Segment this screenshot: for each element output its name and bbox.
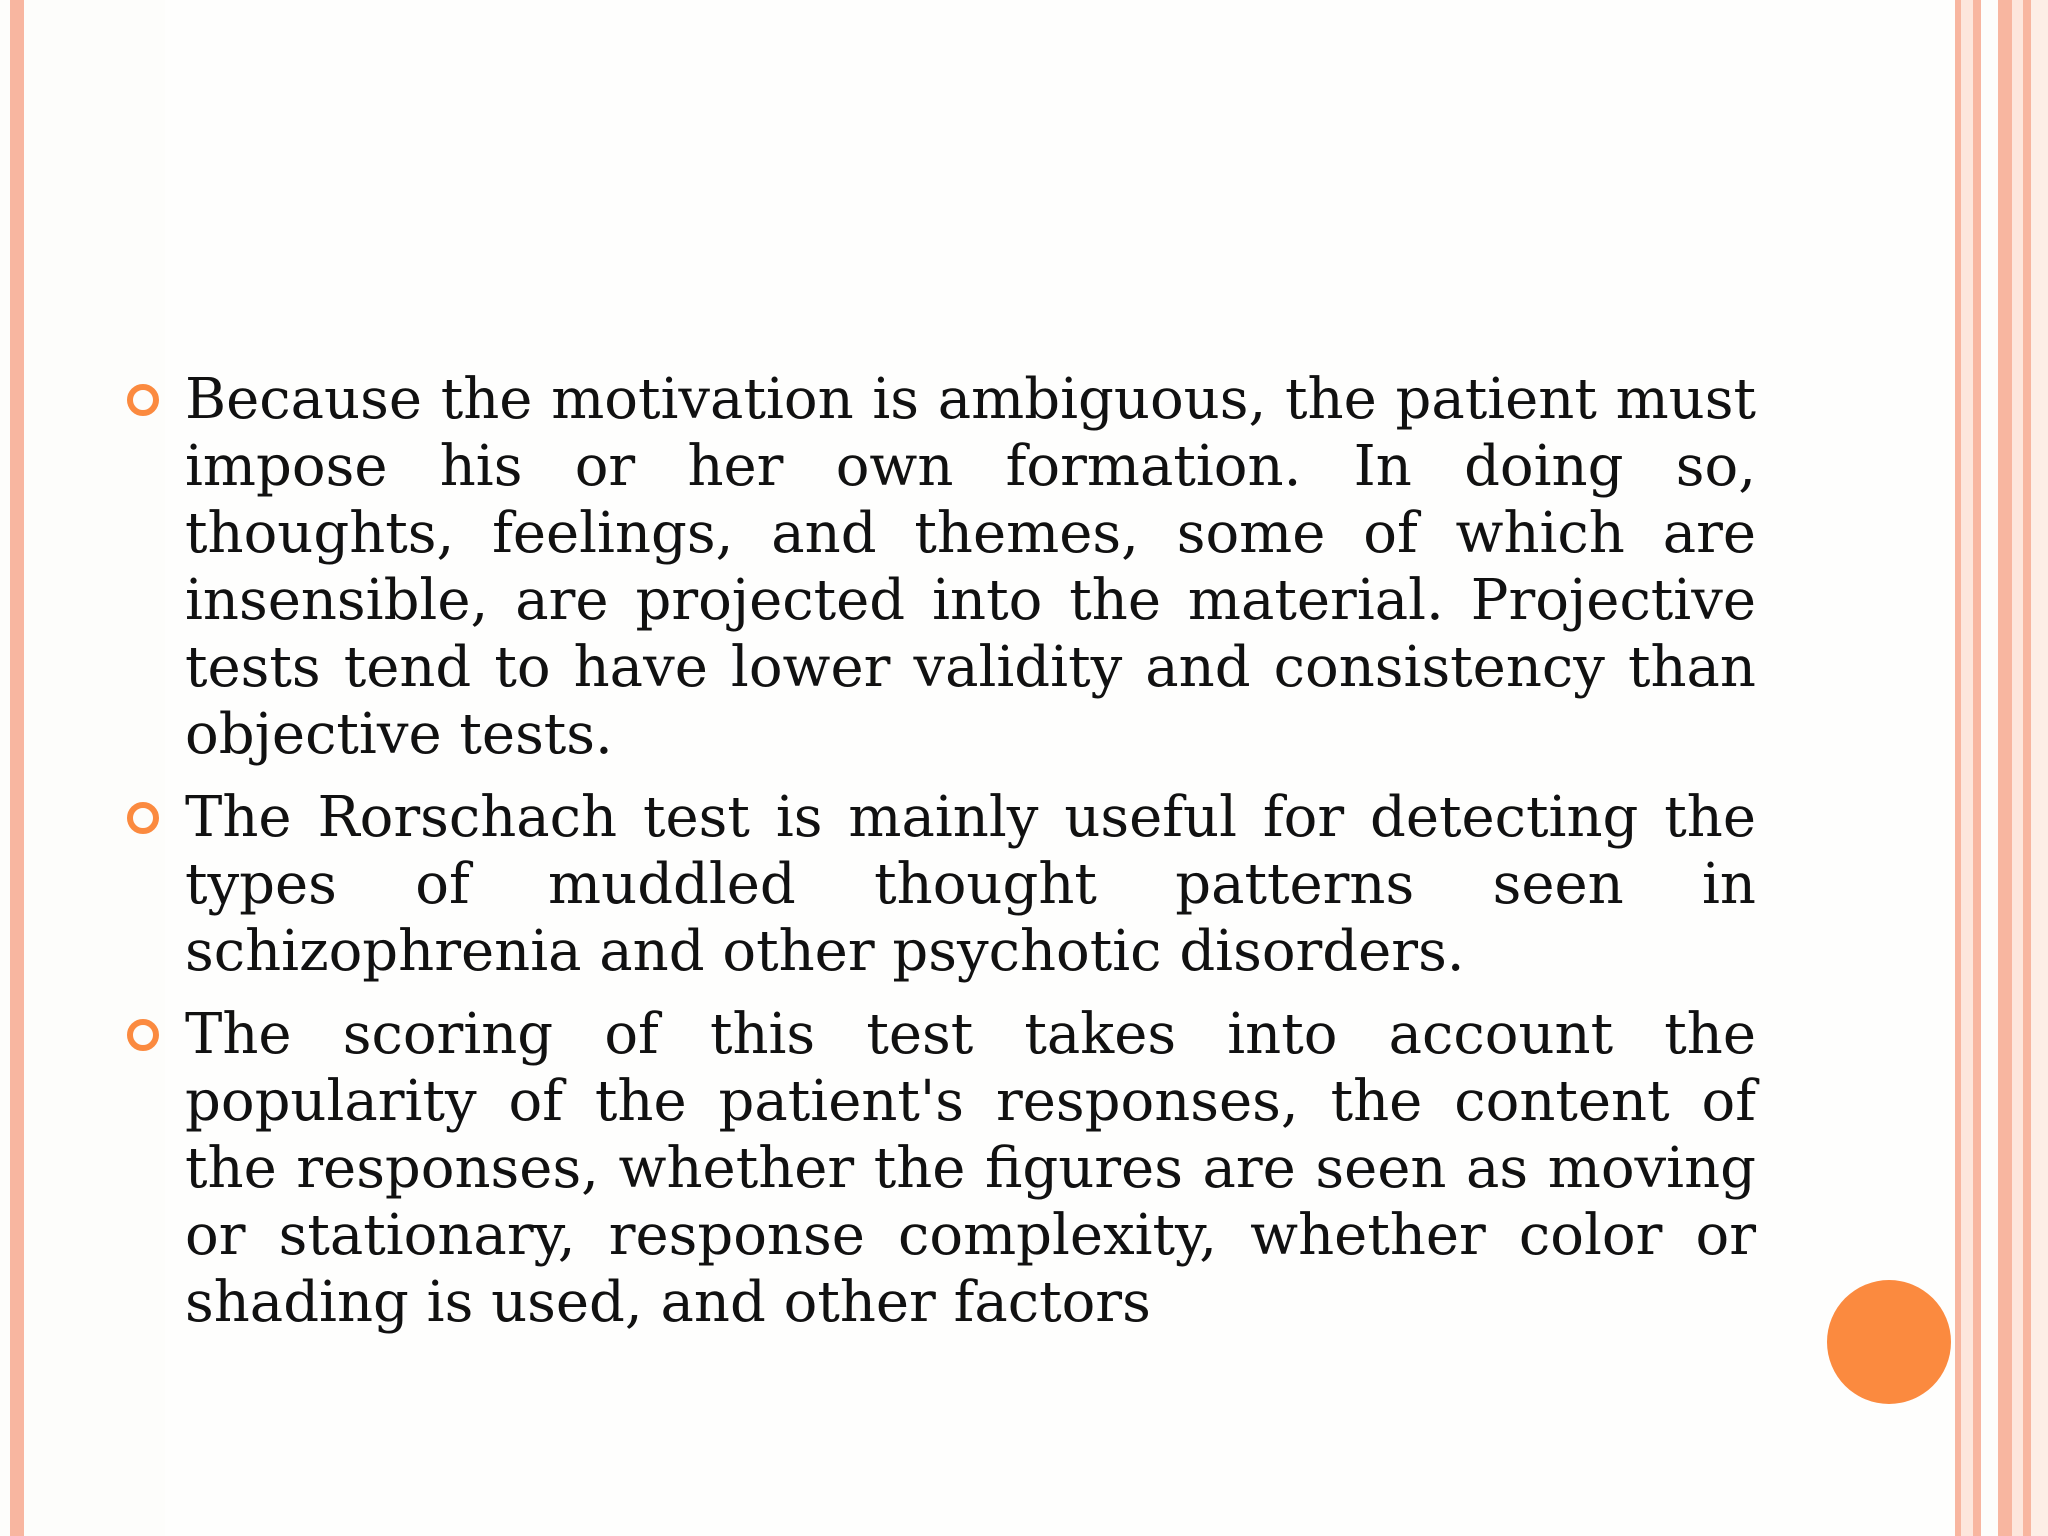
- right-border-stripe: [2031, 0, 2048, 1536]
- hollow-circle-bullet-icon: [127, 1019, 159, 1051]
- decorative-orange-circle: [1827, 1280, 1951, 1404]
- right-border-stripe: [1998, 0, 2012, 1536]
- bullet-text: Because the motivation is ambiguous, the patient must impose his or her own formation. In doing so, thoughts, feelings, and themes, some of which are insensible, are projected into the material. Projective tests tend to have lower validity and consistency than objective tests.: [185, 367, 1756, 767]
- bullet-text: The scoring of this test takes into account the popularity of the patient's responses, the content of the responses, whether the figures are seen as moving or stationary, response complexity, whether color or shading is used, and other factors: [185, 1002, 1756, 1335]
- right-border-stripe: [1961, 0, 1973, 1536]
- hollow-circle-bullet-icon: [127, 384, 159, 416]
- bullet-list: [120, 366, 1756, 1352]
- bullet-text: The Rorschach test is mainly useful for detecting the types of muddled thought patterns seen in schizophrenia and other psychotic disorders.: [185, 785, 1756, 984]
- left-border-stripe: [10, 0, 24, 1536]
- hollow-circle-bullet-icon: [127, 802, 159, 834]
- bullet-item: [120, 1001, 1756, 1336]
- bullet-item: [120, 784, 1756, 985]
- right-border-stripe: [2012, 0, 2023, 1536]
- right-border-stripe: [2023, 0, 2031, 1536]
- right-border-stripe: [1973, 0, 1981, 1536]
- right-border-stripe: [1981, 0, 1998, 1536]
- bullet-item: [120, 366, 1756, 768]
